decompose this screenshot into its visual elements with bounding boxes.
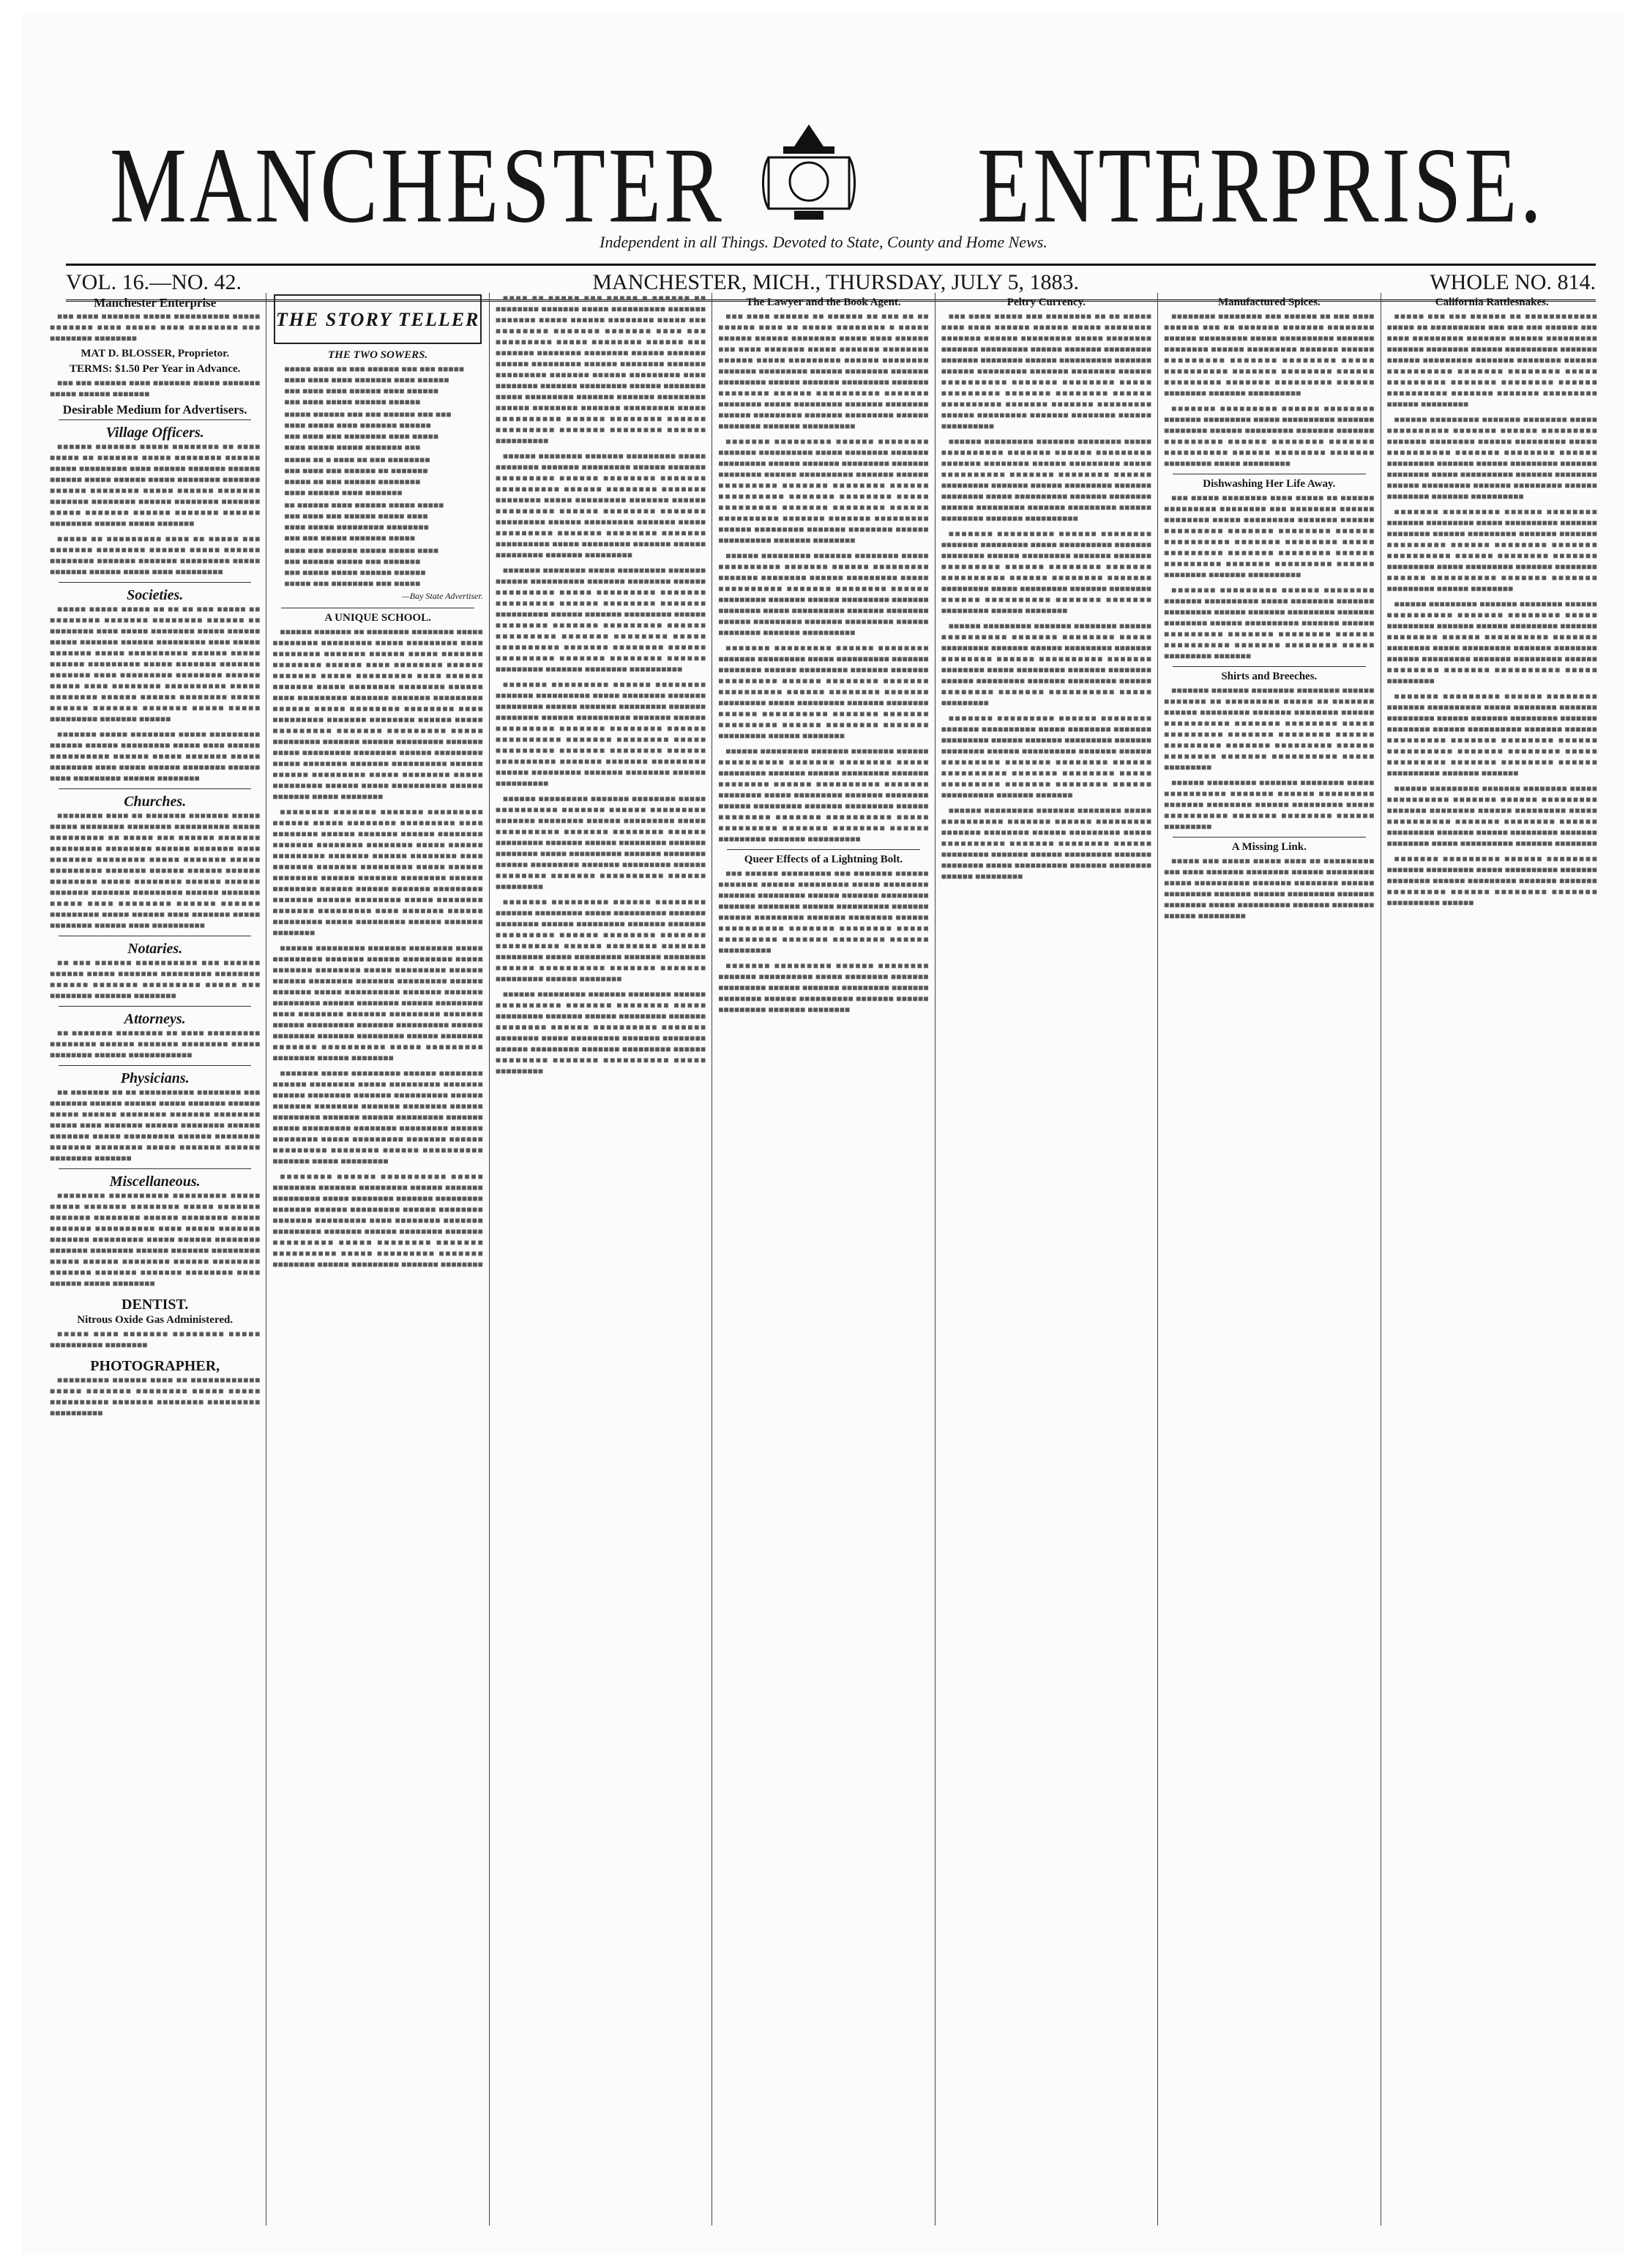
filler-text: ■■■■■■■ ■■■■■■■■ ■■■■■ ■■■■■■■■■ ■■■■■■■ ■■■■■■ ■■■■■■■■■■ ■■■■■■■ ■■■■■■■■ ■■■■■■ ■■■■■■■■■ ■■■■■ ■■■■■■■■■ ■■■■■■■ ■■■■■■■■■ ■■■■■■ ■■■■■■■■ ■■■■■■■ ■■■■■■■■■■ ■■■■■■ ■■■■■■■ ■■■■■■■■■ ■■■■■■ ■■■■■■■■ ■■■■■■■ ■■■■■■■■■ ■■■■■■ ■■■■■■■■■ ■■■■■■■ ■■■■■■■■ ■■■■■ ■■■■■■■■■■ ■■■■■■■ ■■■■■■■■ ■■■■■■ ■■■■■■■■■ ■■■■■■■ ■■■■■■■■ ■■■■■■ ■■■■■■■■■ ■■■■■■■ ■■■■■■■■ ■■■■■■■■■■ [495,565,706,674]
filler-text: ■■■ ■■■■■ ■■■■■■■■ ■■■■ ■■■■■ ■■ ■■■■■■ ■■■■■■■■■ ■■■■■■■■ ■■■ ■■■■■■■■ ■■■■■■ ■■■■■■■■ ■■■■■ ■■■■■■■■■ ■■■■■■■ ■■■■■■ ■■■■■■■■■ ■■■■■■■ ■■■■■■■■ ■■■■■■ ■■■■■■■■■■ ■■■■■■■ ■■■■■■■■ ■■■■■ ■■■■■■■■■ ■■■■■■■ ■■■■■■■■ ■■■■■■ ■■■■■■■■■ ■■■■■■■ ■■■■■■■■■ ■■■■■■ ■■■■■■■■ ■■■■■■■ ■■■■■■■■■■ [1164,493,1375,580]
story-title-unique-school: A UNIQUE SCHOOL. [324,612,431,624]
filler-text: ■■■■■■■■ ■■■■■■■ ■■■■■■■ ■■■■■■■■■ ■■■■■■ ■■■■■ ■■■■■■■■ ■■■■■■■■■ ■■■■ ■■■■■■■■ ■■■■■■ ■■■■■■■ ■■■■■■ ■■■■■■■■ ■■■■■■■ ■■■■■■■■ ■■■■■■■■ ■■■■■ ■■■■■■ ■■■■■■■■■ ■■■■■■■ ■■■■■■ ■■■■■■■■ ■■■■ ■■■■■■■ ■■■■■■■ ■■■■■■■■■ ■■■■■ ■■■■■■ ■■■■■■■■ ■■■■■■ ■■■■■■■ ■■■■■■■■ ■■■■■■ ■■■■■■■■ ■■■■■■ ■■■■■■ ■■■■■■■ ■■■■■■■■■ ■■■■■■■ ■■■■■■ ■■■■■■■■ ■■■■■ ■■■■■■■■ ■■■■■■■ ■■■■■■■■■ ■■■■ ■■■■■■■ ■■■■■■ ■■■■■■■■■ ■■■■■ ■■■■■■■■■ ■■■■■■ ■■■■■■■ ■■■■■■■■ [272,807,483,938]
poem-stanza: ■■■■■ ■■ ■ ■■■■ ■■ ■■■ ■■■■■■■■ ■■■ ■■■■ ■■■ ■■■■■■ ■■ ■■■■■■■ ■■■■■ ■■ ■■■ ■■■■■■ ■■■■■■■■ ■■■■ ■■■■■■ ■■■■ ■■■■■■■ [284,455,430,498]
column-3 [490,293,712,2226]
filler-text: ■■ ■■■■■■■ ■■■■■■■■ ■■ ■■■■ ■■■■■■■■■ ■■■■■■■■ ■■■■■■ ■■■■■■■ ■■■■■■■■ ■■■■■ ■■■■■■■■ ■■■■■■ ■■■■■■■■■■■■ [50,1028,261,1060]
filler-text: ■■■■■■ ■■■■■■■ ■■■■■ ■■■■■■■■ ■■ ■■■■ ■■■■■ ■■ ■■■■■■■ ■■■■■ ■■■■■■■■ ■■■■■■ ■■■■■ ■■■■■■■■■ ■■■■ ■■■■■■ ■■■■■■■ ■■■■■■ ■■■■■■ ■■■■■ ■■■■■■ ■■■■■ ■■■■■■■■ ■■■■■■■ ■■■■■■ ■■■■■■■■ ■■■■■ ■■■■■■ ■■■■■■■ ■■■■■■■ ■■■■■■■■ ■■■■■■ ■■■■■■■■ ■■■■■■■ ■■■■■ ■■■■■■■ ■■■■■■ ■■■■■■■ ■■■■■■ ■■■■■■■■ ■■■■■■ ■■■■■ ■■■■■■■ [50,441,261,529]
filler-text: ■■■■■ ■■■■■ ■■■■■ ■■ ■■ ■■ ■■■ ■■■■■ ■■ ■■■■■■■■ ■■■■■■■ ■■■■■■■■ ■■■■■■ ■■ ■■■■■■■■ ■■■■ ■■■■■ ■■■■■■■■ ■■■■■ ■■■■■■ ■■■■■ ■■■■■■■ ■■■■■■ ■■■■■■■■■ ■■■■ ■■■■■ ■■■■■■■ ■■■■■ ■■■■■■■■■■ ■■■■■■ ■■■■■ ■■■■■■ ■■■■■■■■■ ■■■■■ ■■■■■■■ ■■■■■■■ ■■■■■■■ ■■■■ ■■■■■■■■■ ■■■■■■■■ ■■■■■■ ■■■■■ ■■■■ ■■■■■■■■ ■■■■■■■■■■ ■■■■■ ■■■■■■■■ ■■■■■■ ■■■■■■ ■■■■■■■■ ■■■■■ ■■■■■■ ■■■■■■■ ■■■■■■■ ■■■■■ ■■■■■ ■■■■■■■■■ ■■■■■■■ ■■■■■■ [50,604,261,724]
filler-text: ■■■■■ ■■■■ ■■■■■■■ ■■■■■■■■ ■■■■■ ■■■■■■■■■■ ■■■■■■■■ [50,1329,261,1350]
masthead-title-left: MANCHESTER [110,125,725,245]
column-7 [1381,293,1603,2226]
filler-text: ■■■■■■■ ■■■■■■■■■ ■■■■■■ ■■■■■■■■ ■■■■■■■ ■■■■■■■■■■ ■■■■■ ■■■■■■■■ ■■■■■■■ ■■■■■■■■■ ■■■■■■ ■■■■■■■ ■■■■■■■■■ ■■■■■■■ ■■■■■■■■ ■■■■■■ ■■■■■■■■■■ ■■■■■■■ ■■■■■■ ■■■■■■■■■ ■■■■■■■ ■■■■■■■■ ■■■■■■ ■■■■■■■■■■ ■■■■■■■ ■■■■■■■■ ■■■■■ ■■■■■■■■■ ■■■■■■■ ■■■■■■■■ ■■■■■■ ■■■■■■■■■■ ■■■■■■■ ■■■■■■■ ■■■■■■■■■ ■■■■■■ ■■■■■■■■■ ■■■■■■■ ■■■■■■■■ ■■■■■■ ■■■■■■■■■■ ■■■■■■■ ■■■■■■■■ [718,436,929,545]
poem-attribution: —Bay State Advertiser. [402,591,483,601]
poem-stanza: ■■■■■ ■■■■■■ ■■■ ■■■ ■■■■■■ ■■■ ■■■ ■■■■ ■■■■■ ■■■■ ■■■■■■■ ■■■■■■ ■■■ ■■■■ ■■■ ■■■■■■■■ ■■■■ ■■■■■ ■■■■ ■■■■■ ■■■■■ ■■■■■■■ ■■■ [284,409,452,452]
column-1 [44,293,266,2226]
filler-text: ■■■■■■ ■■■■■■■■■ ■■■■■■■ ■■■■■■■■ ■■■■■ ■■■■■■■■■■ ■■■■■■■ ■■■■■■ ■■■■■■■■■ ■■■■■■■ ■■■■■■■■ ■■■■■■ ■■■■■■■■■ ■■■■■ ■■■■■■■■■■ ■■■■■■■ ■■■■■■■■ ■■■■■■ ■■■■■■■■■ [1164,777,1375,832]
filler-text: ■■■■■■■ ■■■■■ ■■■■■■■■ ■■■■■ ■■■■■■■■■ ■■■■■■ ■■■■■■ ■■■■■■■■■ ■■■■■ ■■■■ ■■■■■■ ■■■■■■■■■■ ■■■■■■ ■■■■■ ■■■■■■■ ■■■■■ ■■■■■■■■ ■■■■ ■■■■■ ■■■■■■ ■■■■■■■■ ■■■■■■ ■■■■ ■■■■■■■■■ ■■■■■■ ■■■■■■■■ [50,729,261,783]
filler-text: ■■■■■■■ ■■■■■■■ ■■■■■■■■ ■■■■■■■■ ■■■■■■ ■■■■■■■ ■■ ■■■■■■■■■ ■■■■■ ■■ ■■■■■■■ ■■■■■■ ■■■■■■■■■ ■■■■■■■ ■■■■■■■■ ■■■■■■ ■■■■■■■■■■ ■■■■■■■ ■■■■■■■■ ■■■■■ ■■■■■■■■■ ■■■■■■■ ■■■■■■■■ ■■■■■■ ■■■■■■■■■ ■■■■■■■ ■■■■■■■■■ ■■■■■■ ■■■■■■■■ ■■■■■■■ ■■■■■■■■■■ ■■■■■ ■■■■■■■■■ [1164,685,1375,772]
filler-text: ■■■■■■ ■■■■■■■■■ ■■■■■■■ ■■■■■■■■ ■■■■■ ■■■■■■■■■■ ■■■■■■■ ■■■■■■ ■■■■■■■■■ ■■■■■■■ ■■■■■■■■ ■■■■■■ ■■■■■■■■■ ■■■■■ ■■■■■■■■■■ ■■■■■■■ ■■■■■■■■ ■■■■■■ ■■■■■■■■■ ■■■■■■■ ■■■■■■ ■■■■■■■■■ ■■■■■■■ ■■■■■■■■ ■■■■■ ■■■■■■■■■■ ■■■■■■■ ■■■■■■■■ ■■■■■■ ■■■■■■■■■ ■■■■■■■ ■■■■■■■■■ ■■■■■■ ■■■■■■■■ ■■■■■■■ ■■■■■■■■■■ ■■■■■■ ■■■■■■■■■ [495,794,706,892]
columns [44,293,1603,2226]
issue-date: MANCHESTER, MICH., THURSDAY, JULY 5, 1883. [592,270,1079,294]
heading-dishwashing: Dishwashing Her Life Away. [1203,478,1336,490]
heading-notaries: Notaries. [127,941,183,957]
filler-text: ■■■■■■ ■■■■■■■■■ ■■■■■■■ ■■■■■■■■ ■■■■■■ ■■■■■■■■■■ ■■■■■■■ ■■■■■■■■ ■■■■■ ■■■■■■■■■ ■■■■■■■ ■■■■■■ ■■■■■■■■■ ■■■■■■■ ■■■■■■■■ ■■■■■■ ■■■■■■■■■■ ■■■■■■■ ■■■■■■■■ ■■■■■ ■■■■■■■■■ ■■■■■■■ ■■■■■■■■ ■■■■■■ ■■■■■■■■■ ■■■■■■■ ■■■■■■■■■ ■■■■■■ ■■■■■■■■ ■■■■■■■ ■■■■■■■■■■ ■■■■■ ■■■■■■■■■ [1386,599,1597,686]
heading-attorneys: Attorneys. [124,1011,186,1027]
filler-text: ■■■■■■ ■■■■■■■■■ ■■■■■■■ ■■■■■■■■ ■■■■■■ ■■■■■■■■■■ ■■■■■■■ ■■■■■■■■ ■■■■■ ■■■■■■■■■ ■■■■■■■ ■■■■■■ ■■■■■■■■■ ■■■■■■■ ■■■■■■■■ ■■■■■■ ■■■■■■■■■■ ■■■■■■■ ■■■■■■■■ ■■■■■ ■■■■■■■■■ ■■■■■■■ ■■■■■■■■ ■■■■■■ ■■■■■■■■■ ■■■■■■■ ■■■■■■■■■ ■■■■■■ ■■■■■■■■ ■■■■■■■ ■■■■■■■■■■ ■■■■■ ■■■■■■■■■ ■■■■■■■ ■■■■■■■■ ■■■■■■ ■■■■■■■■■ ■■■■■■■ ■■■■■■■■■■ [718,746,929,844]
masthead-title-right: ENTERPRISE. [977,125,1545,245]
filler-text: ■■■■■■ ■■■■■■■■■ ■■■■■■■ ■■■■■■■■ ■■■■■ ■■■■■■■■■■ ■■■■■■■ ■■■■■■ ■■■■■■■■■ ■■■■■■■ ■■■■■■■■ ■■■■■■ ■■■■■■■■■ ■■■■■ ■■■■■■■■■■ ■■■■■■■ ■■■■■■■■ ■■■■■■ ■■■■■■■■■ ■■■■■■■ ■■■■■■ ■■■■■■■■■ ■■■■■■■ ■■■■■■■■ ■■■■■ ■■■■■■■■■■ ■■■■■■■ ■■■■■■■■ [1386,783,1597,848]
filler-text: ■■■ ■■■■ ■■■■■ ■■■ ■■■■■■■■ ■■ ■■ ■■■■■ ■■■■ ■■■■ ■■■■■■ ■■■■■■ ■■■■■ ■■■■■■■■ ■■■■■■■ ■■■■■■ ■■■■■■■■■ ■■■■■ ■■■■■■■■ ■■■■■■■ ■■■■■■■■■ ■■■■■■ ■■■■■■■ ■■■■■■■■■ ■■■■■■■ ■■■■■■■■ ■■■■■■ ■■■■■■■■■■ ■■■■■■■ ■■■■■■ ■■■■■■■■■ ■■■■■■■ ■■■■■■■■ ■■■■■■ ■■■■■■■■■■ ■■■■■■■ ■■■■■■■■ ■■■■■ ■■■■■■■■■ ■■■■■■■ ■■■■■■■■ ■■■■■■ ■■■■■■■■■■ ■■■■■■■ ■■■■■■■ ■■■■■■■■■ ■■■■■■ ■■■■■■■■■ ■■■■■■■ ■■■■■■■■ ■■■■■■ ■■■■■■■■■■ [941,311,1152,431]
column-2 [266,293,489,2226]
filler-text: ■■■■■■ ■■■■■■■■■ ■■■■■■■ ■■■■■■■■ ■■■■■■ ■■■■■■■■■■ ■■■■■■■ ■■■■■■■■ ■■■■■ ■■■■■■■■■ ■■■■■■■ ■■■■■■ ■■■■■■■■■ ■■■■■■■ ■■■■■■■■ ■■■■■■ ■■■■■■■■■■ ■■■■■■■ ■■■■■■■■ ■■■■■ ■■■■■■■■■ ■■■■■■■ ■■■■■■■■ ■■■■■■ ■■■■■■■■■ ■■■■■■■ ■■■■■■■■■ ■■■■■■ ■■■■■■■■ ■■■■■■■ ■■■■■■■■■■ ■■■■■ ■■■■■■■■■ [941,621,1152,708]
column-6 [1158,293,1381,2226]
filler-text: ■■■■■ ■■■ ■■■ ■■■■■■ ■■ ■■■■■■■■■■■■ ■■■■■ ■■ ■■■■■■■■■■ ■■■ ■■■ ■■■ ■■■■■■ ■■■ ■■■■ ■■■■■■■■■ ■■■■■■■ ■■■■■■ ■■■■■■■■■ ■■■■■■■ ■■■■■■■■ ■■■■■■ ■■■■■■■■■■ ■■■■■■■ ■■■■■■ ■■■■■■■■■ ■■■■■■■ ■■■■■■■■ ■■■■■■ ■■■■■■■■■■ ■■■■■■■ ■■■■■■■■ ■■■■■ ■■■■■■■■■ ■■■■■■■ ■■■■■■■■ ■■■■■■ ■■■■■■■■■■ ■■■■■■■ ■■■■■■■ ■■■■■■■■■ ■■■■■■ ■■■■■■■■■ [1386,311,1597,409]
filler-text: ■■ ■■■ ■■■■■■ ■■■■■■■■■■ ■■■ ■■■■■■ ■■■■■■ ■■■■■ ■■■■■■■ ■■■■■■■■■ ■■■■■■■■ ■■■■■■ ■■■■■■■ ■■■■■■■■■ ■■■■■ ■■■ ■■■■■■■■ ■■■■■■■ ■■■■■■■■ [50,958,261,1001]
divider [727,849,919,850]
filler-text: ■■■■■■■ ■■■■■■■■■ ■■■■■■ ■■■■■■■■ ■■■■■■■ ■■■■■■■■■ ■■■■■ ■■■■■■■■■■ ■■■■■■■ ■■■■■■■■ ■■■■■■ ■■■■■■■■■ ■■■■■■■ ■■■■■■■ ■■■■■■■■■ ■■■■■■ ■■■■■■■■ ■■■■■■■ ■■■■■■■■■■ ■■■■■■ ■■■■■■■■ ■■■■■■■ ■■■■■■■■■ ■■■■■ ■■■■■■■■■ ■■■■■■■ ■■■■■■■■ ■■■■■■ ■■■■■■■■■■ ■■■■■■■ ■■■■■■■ ■■■■■■■■■ ■■■■■■ ■■■■■■■■ [495,897,706,984]
filler-text: ■■■ ■■■■ ■■■■■■ ■■ ■■■■■■ ■■ ■■■ ■■ ■■ ■■■■■■ ■■■■ ■■ ■■■■■ ■■■■■■■■ ■ ■■■■■ ■■■■■■ ■■■■■■ ■■■■■■■■ ■■■■■ ■■■■ ■■■■■■ ■■■ ■■■■ ■■■■■■■ ■■■■■ ■■■■■■■ ■■■■■■■■ ■■■■■■ ■■■■■ ■■■■■■■■■ ■■■■■■ ■■■■■■■■ ■■■■■■■ ■■■■■■■■■ ■■■■■■ ■■■■■■■■ ■■■■■■■ ■■■■■■■■■ ■■■■■■ ■■■■■■■ ■■■■■■■■■ ■■■■■■■ ■■■■■■■■ ■■■■■■ ■■■■■■■■■■ ■■■■■■■ ■■■■■■■■ ■■■■■ ■■■■■■■■■ ■■■■■■■ ■■■■■■■■ ■■■■■■ ■■■■■■■■■ ■■■■■■■ ■■■■■■■■■ ■■■■■■ ■■■■■■■■ ■■■■■■■ ■■■■■■■■■■ [718,311,929,431]
heading-california-rattlesnakes: California Rattlesnakes. [1435,296,1549,308]
heading-shirts-breeches: Shirts and Breeches. [1221,671,1318,682]
filler-text: ■■■■■■■ ■■■■■ ■■■■■■■■■ ■■■■■■ ■■■■■■■■ ■■■■■■ ■■■■■■■■ ■■■■■ ■■■■■■■■■ ■■■■■■■ ■■■■■■ ■■■■■■■■ ■■■■■■■ ■■■■■■■■■■ ■■■■■■ ■■■■■■■ ■■■■■■■■ ■■■■■■■ ■■■■■■■■ ■■■■■■ ■■■■■■■■■ ■■■■■■■ ■■■■■■ ■■■■■■■■■ ■■■■■■■ ■■■■■ ■■■■■■■■■ ■■■■■■■■ ■■■■■■■■■ ■■■■■■ ■■■■■■■■ ■■■■■ ■■■■■■■■■ ■■■■■■■ ■■■■■■ ■■■■■■■■■ ■■■■■■■■ ■■■■■■ ■■■■■■■■■■ ■■■■■■■ ■■■■■ ■■■■■■■■■ [272,1068,483,1166]
filler-text: ■■■■■■■ ■■■■■■■■■ ■■■■■■ ■■■■■■■■ ■■■■■■■ ■■■■■■■■■■ ■■■■■ ■■■■■■■■ ■■■■■■■ ■■■■■■■■■ ■■■■■■ ■■■■■■■ ■■■■■■■■■ ■■■■■■■ ■■■■■■■■ ■■■■■■ ■■■■■■■■■■ ■■■■■■■ ■■■■■■ ■■■■■■■■■ ■■■■■■■ ■■■■■■■■ [718,960,929,1015]
filler-text: ■■■■■■■■■ ■■■■■■ ■■■■ ■■ ■■■■■■■■■■■■ ■■■■■ ■■■■■■■ ■■■■■■■■ ■■■■■ ■■■■■ ■■■■■■■■■■ ■■■■■■■ ■■■■■■■■ ■■■■■■■■■ ■■■■■■■■■■ [50,1375,261,1418]
poem-stanza: ■■■■■ ■■■■ ■■ ■■■ ■■■■■■ ■■■ ■■■ ■■■■■ ■■■■ ■■■■ ■■■■ ■■■■■■■ ■■■■ ■■■■■■ ■■■ ■■■■ ■■■■ ■■■■■■ ■■■■ ■■■■■■ ■■■ ■■■■ ■■■■■ ■■■■■■ ■■■■■■ [284,364,465,407]
paper-name: Manchester Enterprise [94,296,217,310]
state-seal-emblem [754,117,864,227]
heading-peltry-currency: Peltry Currency. [1006,296,1086,308]
whole-number: WHOLE NO. 814. [1430,270,1596,294]
filler-text: ■■■ ■■■ ■■■■■■ ■■■■ ■■■■■■■ ■■■■■ ■■■■■■■ ■■■■■ ■■■■■■ ■■■■■■■ [50,378,261,399]
filler-text: ■■■■■■■ ■■■■■■■■■ ■■■■■■ ■■■■■■■■ ■■■■■■■ ■■■■■■■■■ ■■■■■ ■■■■■■■■■■ ■■■■■■■ ■■■■■■■■ ■■■■■■ ■■■■■■■■■ ■■■■■■■ ■■■■■■■ ■■■■■■■■■ ■■■■■■ ■■■■■■■■ ■■■■■■■ ■■■■■■■■■■ ■■■■■■ ■■■■■■■■ ■■■■■■■ ■■■■■■■■■ ■■■■■ ■■■■■■■■■ [1164,403,1375,469]
dentist-heading: DENTIST. [122,1297,189,1313]
heading-lightning-bolt: Queer Effects of a Lightning Bolt. [744,854,903,865]
filler-text: ■■■ ■■■■ ■■■■■■■ ■■■■■ ■■■■■■■■■■ ■■■■■ ■■■■■■■ ■■■■ ■■■■■ ■■■■ ■■■■■■■■ ■■■ ■■■■■■■■ ■■■■■■■■ [50,311,261,343]
divider [59,1065,251,1066]
filler-text: ■■■■■■■■ ■■■■■■■■■■ ■■■■■■■■■ ■■■■■ ■■■■■ ■■■■■■■ ■■■■■■■■ ■■■■■ ■■■■■■■ ■■■■■■■ ■■■■■■■■ ■■■■■■ ■■■■■■■■ ■■■■■ ■■■■■■■ ■■■■■■■■■■ ■■■■ ■■■■■ ■■■■■■■ ■■■■■■■ ■■■■■■■■■ ■■■■■ ■■■■■■ ■■■■■■■■ ■■■■■■■ ■■■■■■■■ ■■■■■■ ■■■■■■■ ■■■■■■■■■ ■■■■■ ■■■■■■ ■■■■■■■■ ■■■■■■ ■■■■■■■■ ■■■■■■■ ■■■■■■■ ■■■■■■■ ■■■■■■■■ ■■■■ ■■■■■■ ■■■■■ ■■■■■■■■ [50,1190,261,1288]
filler-text: ■■■■■■ ■■■■■■■■■ ■■■■■■■ ■■■■■■■■ ■■■■■ ■■■■■■■■■■ ■■■■■■■ ■■■■■■ ■■■■■■■■■ ■■■■■■■ ■■■■■■■■ ■■■■■■ ■■■■■■■■■ ■■■■■ ■■■■■■■■■■ ■■■■■■■ ■■■■■■■■ ■■■■■■ ■■■■■■■■■ ■■■■■■■ ■■■■■■ ■■■■■■■■■ ■■■■■■■ ■■■■■■■■ ■■■■■ ■■■■■■■■■■ ■■■■■■■ ■■■■■■■■ ■■■■■■ ■■■■■■■■■ ■■■■■■■ ■■■■■■■■■ ■■■■■■ ■■■■■■■■ ■■■■■■■ ■■■■■■■■■■ [718,551,929,638]
filler-text: ■■■■■■■ ■■■■■■■■■ ■■■■■■ ■■■■■■■■ ■■■■■■■ ■■■■■■■■■ ■■■■■ ■■■■■■■■■■ ■■■■■■■ ■■■■■■■■ ■■■■■■ ■■■■■■■■■ ■■■■■■■ ■■■■■■■ ■■■■■■■■■ ■■■■■■ ■■■■■■■■ ■■■■■■■ ■■■■■■■■■■ ■■■■■■ ■■■■■■■■ ■■■■■■■ ■■■■■■■■■ ■■■■■ ■■■■■■■■■ ■■■■■■■ ■■■■■■■■ ■■■■■■ ■■■■■■■■■■ ■■■■■■■ ■■■■■■■ ■■■■■■■■■ ■■■■■■ ■■■■■■■■ ■■■■■■■ ■■■■■■■■■ ■■■■■■ ■■■■■■■■ [718,643,929,741]
heading-manufactured-spices: Manufactured Spices. [1217,296,1321,308]
filler-text: ■■■■■■ ■■■■■■■■■ ■■■■■■■ ■■■■■■■■ ■■■■■ ■■■■■■■■■■ ■■■■■■■ ■■■■■■ ■■■■■■■■■ ■■■■■■■ ■■■■■■■■ ■■■■■■ ■■■■■■■■■ ■■■■■ ■■■■■■■■■■ ■■■■■■■ ■■■■■■■■ ■■■■■■ ■■■■■■■■■ ■■■■■■■ ■■■■■■ ■■■■■■■■■ ■■■■■■■ ■■■■■■■■ ■■■■■ ■■■■■■■■■■ ■■■■■■■ ■■■■■■■■ ■■■■■■ ■■■■■■■■■ ■■■■■■■ ■■■■■■■■■ ■■■■■■ ■■■■■■■■ ■■■■■■■ ■■■■■■■■■■ [941,436,1152,523]
heading-lawyer-book-agent: The Lawyer and the Book Agent. [746,296,901,308]
divider [59,788,251,789]
filler-text: ■■■■■ ■■■ ■■■■■ ■■■■■ ■■■■ ■■ ■■■■■■■■■ ■■■ ■■■■ ■■■■■■■ ■■■■■■■■ ■■■■■■ ■■■■■■■■■ ■■■■■ ■■■■■■■■■■ ■■■■■■■ ■■■■■■■■ ■■■■■■ ■■■■■■■■■ ■■■■■■■ ■■■■■■ ■■■■■■■■■ ■■■■■■■ ■■■■■■■■ ■■■■■ ■■■■■■■■■■ ■■■■■■■ ■■■■■■■■ ■■■■■■ ■■■■■■■■■ [1164,856,1375,921]
filler-text: ■■■■■■ ■■■■■■■■■ ■■■■■■■ ■■■■■■■■ ■■■■■ ■■■■■■■■■■ ■■■■■■■ ■■■■■■ ■■■■■■■■■ ■■■■■■■ ■■■■■■■■ ■■■■■■ ■■■■■■■■■ ■■■■■ ■■■■■■■■■■ ■■■■■■■ ■■■■■■■■ ■■■■■■ ■■■■■■■■■ ■■■■■■■ ■■■■■■ ■■■■■■■■■ ■■■■■■■ ■■■■■■■■ ■■■■■ ■■■■■■■■■■ ■■■■■■■ ■■■■■■■■ ■■■■■■ ■■■■■■■■■ [941,805,1152,881]
heading-physicians: Physicians. [120,1070,190,1086]
column-5 [935,293,1158,2226]
publisher-line: MAT D. BLOSSER, Proprietor. [81,348,230,359]
filler-text: ■■■■■■■ ■■■■■■■■■ ■■■■■■ ■■■■■■■■ ■■■■■■■ ■■■■■■■■■■ ■■■■■ ■■■■■■■■ ■■■■■■■ ■■■■■■■■■ ■■■■■■ ■■■■■■■ ■■■■■■■■■ ■■■■■■■ ■■■■■■■■ ■■■■■■ ■■■■■■■■■■ ■■■■■■■ ■■■■■■ ■■■■■■■■■ ■■■■■■■ ■■■■■■■■ ■■■■■■ ■■■■■■■■■■ ■■■■■■■ ■■■■■■■■ ■■■■■ ■■■■■■■■■ ■■■■■■■ [1164,585,1375,661]
column-4 [712,293,935,2226]
filler-text: ■■■■■■■ ■■■■■■■■■ ■■■■■■ ■■■■■■■■ ■■■■■■■ ■■■■■■■■■ ■■■■■ ■■■■■■■■■■ ■■■■■■■ ■■■■■■■■ ■■■■■■ ■■■■■■■■■ ■■■■■■■ ■■■■■■■ ■■■■■■■■■ ■■■■■■ ■■■■■■■■ ■■■■■■■ ■■■■■■■■■■ ■■■■■■ [1386,854,1597,908]
heading-societies: Societies. [127,587,184,603]
filler-text: ■■■■■■ ■■■■■■■ ■■ ■■■■■■■■ ■■■■■■■■ ■■■■■ ■■■■■■■■ ■■■■■■■■■ ■■■■■ ■■■■■■■■■ ■■■■ ■■■■■■■■ ■■■■■■■ ■■■■■■ ■■■■■ ■■■■■■■ ■■■■■■■■ ■■■■■■ ■■■■ ■■■■■■■■ ■■■■■■ ■■■■■■■ ■■■■■ ■■■■■■■■■ ■■■■ ■■■■■■ ■■■■■■■ ■■■■■ ■■■■■■■■ ■■■■■■■■ ■■■■■■ ■■■■ ■■■■■■■■■ ■■■■■■■ ■■■■■■■ ■■■■■■■■■ ■■■■■■ ■■■■■ ■■■■■■■■ ■■■■■■■■ ■■■■ ■■■■■■■■■ ■■■■■■■ ■■■■■■■■ ■■■■■■ ■■■■■ ■■■■■■■■■ ■■■■■■■ ■■■■■■■■■ ■■■■■ ■■■■■■■■■ ■■■■■■■ ■■■■■■ ■■■■■■■■■ ■■■■■■■ ■■■■■ ■■■■■■■■■ ■■■■■■■■ ■■■■■■ ■■■■■■■■■ ■■■■■ ■■■■■■■■ ■■■■■■■ ■■■■■■■■■■ ■■■■■■ ■■■■■■ ■■■■■■■■■ ■■■■■ ■■■■■■■■ ■■■■■ ■■■■■■■■■ ■■■■■■ ■■■■■ ■■■■■■■■■■ ■■■■■■ ■■■■■■■ ■■■■■ ■■■■■■■■ [272,627,483,802]
advertisers-line: Desirable Medium for Advertisers. [62,403,247,417]
filler-text: ■■■■■■■ ■■■■■■■■■ ■■■■■■ ■■■■■■■■ ■■■■■■■ ■■■■■■■■■ ■■■■■ ■■■■■■■■■■ ■■■■■■■ ■■■■■■■■ ■■■■■■ ■■■■■■■■■ ■■■■■■■ ■■■■■■■ ■■■■■■■■■ ■■■■■■ ■■■■■■■■ ■■■■■■■ ■■■■■■■■■■ ■■■■■■ ■■■■■■■■ ■■■■■■■ ■■■■■■■■■ ■■■■■ ■■■■■■■■■ ■■■■■■■ ■■■■■■■■ ■■■■■■ ■■■■■■■■■■ ■■■■■■■ ■■■■■■■ ■■■■■■■■■ ■■■■■■ ■■■■■■■■ [1386,507,1597,594]
filler-text: ■■■■■■■■ ■■■■■■■■ ■■■ ■■■■■■ ■■ ■■■ ■■■■ ■■■■■■ ■■■ ■■ ■■■■■■■ ■■■■■■■ ■■■■■■■■ ■■■■■■ ■■■■■■■■■ ■■■■■ ■■■■■■■■■■ ■■■■■■■ ■■■■■■■■ ■■■■■■ ■■■■■■■■■ ■■■■■■■ ■■■■■■ ■■■■■■■■■ ■■■■■■■ ■■■■■■■■ ■■■■■ ■■■■■■■■■■ ■■■■■■■ ■■■■■■■■ ■■■■■■ ■■■■■■■■■ ■■■■■■■ ■■■■■■■■■ ■■■■■■ ■■■■■■■■ ■■■■■■■ ■■■■■■■■■■ [1164,311,1375,398]
heading-miscellaneous: Miscellaneous. [109,1174,201,1190]
filler-text: ■■■■ ■■ ■■■■■ ■■■ ■■■■■ ■ ■■■■■■ ■■ ■■■■■■■■ ■■■■■■■ ■■■■■ ■■■■■■■■■■ ■■■■■■■ ■■■■■■■ ■■■■■ ■■■■■■ ■■■■■■■■ ■■■■■ ■■■ ■■■■■■■■ ■■■■■■■ ■■■■■■■ ■■■■ ■■■ ■■■■■■■■■ ■■■■■ ■■■■■■■■ ■■■■■■ ■■■ ■■■■■■■ ■■■■■■■■ ■■■■■■■■ ■■■■■■ ■■■■■■■ ■■■■■■ ■■■■■■■■■ ■■■■■■ ■■■■■■■■ ■■■■■■■ ■■■■■■■■■ ■■■■■■■ ■■■■■■ ■■■■■■■■■ ■■■■ ■■■■■■■■ ■■■■■■■ ■■■■■■■■■ ■■■■■■ ■■■■■■■■ ■■■■■ ■■■■■■■■■ ■■■■■■■ ■■■■■■■ ■■■■■■■■■ ■■■■■■ ■■■■■■■■ ■■■■■■■ ■■■■■■■■■ ■■■■■ ■■■■■■■■■■ ■■■■■■ ■■■■■■■■ ■■■■■■ ■■■■■■■■■ ■■■■■■■ ■■■■■■■■ ■■■■■■ ■■■■■■■■■■ [495,293,706,446]
photographer-heading: PHOTOGRAPHER, [90,1358,220,1374]
filler-text: ■■■■■ ■■ ■■■■■■■■■ ■■■■ ■■ ■■■■■ ■■■ ■■■■■■■ ■■■■■■■■ ■■■■■■ ■■■■■ ■■■■■■ ■■■■■■■■ ■■■■■■■ ■■■■■■■ ■■■■■■■■■ ■■■■■ ■■■■■■■ ■■■■■■ ■■■■■ ■■■■ ■■■■■■■■■ [50,534,261,577]
filler-text: ■■■■■■ ■■■■■■■■■ ■■■■■■■ ■■■■■■■■ ■■■■■ ■■■■■■■■■■ ■■■■■■■ ■■■■■■ ■■■■■■■■■ ■■■■■■■ ■■■■■■■■ ■■■■■■ ■■■■■■■■■ ■■■■■ ■■■■■■■■■■ ■■■■■■■ ■■■■■■■■ ■■■■■■ ■■■■■■■■■ ■■■■■■■ ■■■■■■ ■■■■■■■■■ ■■■■■■■ ■■■■■■■■ ■■■■■ ■■■■■■■■■■ ■■■■■■■ ■■■■■■■■ ■■■■■■ ■■■■■■■■■ ■■■■■■■ ■■■■■■■■■ ■■■■■■ ■■■■■■■■ ■■■■■■■ ■■■■■■■■■■ [1386,414,1597,501]
heading-missing-link: A Missing Link. [1231,841,1307,853]
filler-text: ■■■■■■■ ■■■■■■■■■ ■■■■■■ ■■■■■■■■ ■■■■■■■ ■■■■■■■■■■ ■■■■■ ■■■■■■■■ ■■■■■■■ ■■■■■■■■■ ■■■■■■ ■■■■■■■ ■■■■■■■■■ ■■■■■■■ ■■■■■■■■ ■■■■■■ ■■■■■■■■■■ ■■■■■■■ ■■■■■■ ■■■■■■■■■ ■■■■■■■ ■■■■■■■■ ■■■■■■ ■■■■■■■■■■ ■■■■■■■ ■■■■■■■■ ■■■■■ ■■■■■■■■■ ■■■■■■■ ■■■■■■■■ ■■■■■■ ■■■■■■■■■■ ■■■■■■■ ■■■■■■■ [1386,691,1597,778]
divider [59,1006,251,1007]
dentist-gas-line: Nitrous Oxide Gas Administered. [77,1314,234,1326]
masthead-tagline: Independent in all Things. Devoted to State, County and Home News. [600,233,1047,251]
filler-text: ■■■■■■ ■■■■■■■■■ ■■■■■■■ ■■■■■■■■ ■■■■■■ ■■■■■■■■■■ ■■■■■■■ ■■■■■■■■ ■■■■■ ■■■■■■■■■ ■■■■■■■ ■■■■■■ ■■■■■■■■■ ■■■■■■■ ■■■■■■■■ ■■■■■■ ■■■■■■■■■■ ■■■■■■■ ■■■■■■■■ ■■■■■ ■■■■■■■■■ ■■■■■■■ ■■■■■■■■ ■■■■■■ ■■■■■■■■■ ■■■■■■■ ■■■■■■■■■ ■■■■■■ ■■■■■■■■ ■■■■■■■ ■■■■■■■■■■ ■■■■■ ■■■■■■■■■ [495,989,706,1076]
divider [59,1168,251,1169]
filler-text: ■■■■■■ ■■■■■■■■■ ■■■■■■■ ■■■■■■■■ ■■■■■ ■■■■■■■■■ ■■■■■■■ ■■■■■■ ■■■■■■■■■ ■■■■■ ■■■■■■■ ■■■■■■■■ ■■■■■ ■■■■■■■■■ ■■■■■■ ■■■■■■ ■■■■■■■■ ■■■■■■■ ■■■■■■■■■ ■■■■■■ ■■■■■■■ ■■■■■ ■■■■■■■■■■ ■■■■■■■ ■■■■■■■ ■■■■■■■■■ ■■■■■■ ■■■■■■■■ ■■■■■■ ■■■■■■■■■ ■■■■ ■■■■■■■■ ■■■■■■■ ■■■■■■■■■ ■■■■■■■ ■■■■■■ ■■■■■■■■■ ■■■■■■■ ■■■■■■■■■■ ■■■■■■ ■■■■■■■■ ■■■■■■■ ■■■■■■■■■ ■■■■■■ ■■■■■■■■ ■■■■■■■ ■■■■■■■■■■ ■■■■■ ■■■■■■■■■ ■■■■■■■■ ■■■■■■ ■■■■■■■■ [272,943,483,1063]
filler-text: ■■■ ■■■■■■ ■■■■■■■■■ ■■■ ■■■■■■■ ■■■■■■ ■■■■■■■ ■■■■■■ ■■■■■■■■■ ■■■■■ ■■■■■■■■ ■■■■■■■ ■■■■■■■■■ ■■■■■■ ■■■■■■■ ■■■■■■■■■ ■■■■■■■ ■■■■■■■■ ■■■■■■ ■■■■■■■■■■ ■■■■■■■ ■■■■■■ ■■■■■■■■■ ■■■■■■■ ■■■■■■■■ ■■■■■■ ■■■■■■■■■■ ■■■■■■■ ■■■■■■■■ ■■■■■ ■■■■■■■■■ ■■■■■■■ ■■■■■■■■ ■■■■■■ ■■■■■■■■■■ [718,868,929,955]
divider [1173,666,1365,667]
heading-churches: Churches. [124,794,187,810]
filler-text: ■■■■■■■ ■■■■■■■■■ ■■■■■■ ■■■■■■■■ ■■■■■■■ ■■■■■■■■■■ ■■■■■ ■■■■■■■■ ■■■■■■■ ■■■■■■■■■ ■■■■■■ ■■■■■■■ ■■■■■■■■■ ■■■■■■■ ■■■■■■■■ ■■■■■■ ■■■■■■■■■■ ■■■■■■■ ■■■■■■ ■■■■■■■■■ ■■■■■■■ ■■■■■■■■ ■■■■■■ ■■■■■■■■■■ ■■■■■■■ ■■■■■■■■ ■■■■■ ■■■■■■■■■ ■■■■■■■ ■■■■■■■■ ■■■■■■ ■■■■■■■■■■ ■■■■■■■ ■■■■■■■ ■■■■■■■■■ ■■■■■■ ■■■■■■■■■ ■■■■■■■ ■■■■■■■■ ■■■■■■ ■■■■■■■■■■ [495,679,706,788]
poem-stanza: ■■ ■■■■■■ ■■■■ ■■■■■■ ■■■■■ ■■■■■ ■■■ ■■■■ ■■■ ■■■■■■ ■■■■■ ■■■■ ■■■■ ■■■■■ ■■■■■■■■■ ■■■■■■■■ ■■■ ■■■ ■■■■■ ■■■■■■■ ■■■■■ [284,500,444,543]
filler-text: ■■■■■■■■ ■■■■■■ ■■■■■■■■■■ ■■■■■ ■■■■■■■■ ■■■■■■■ ■■■■■■■■■ ■■■■■■ ■■■■■■■ ■■■■■■■■■ ■■■■■ ■■■■■■■■ ■■■■■■■ ■■■■■■■■■ ■■■■■■■ ■■■■■■ ■■■■■■■■■ ■■■■■■ ■■■■■■■■ ■■■■■■■ ■■■■■■■■■ ■■■■ ■■■■■■■■ ■■■■■■■ ■■■■■■■■■ ■■■■■■■ ■■■■■■ ■■■■■■■■ ■■■■■■■ ■■■■■■■■■ ■■■■■ ■■■■■■■■ ■■■■■■■ ■■■■■■■■■■ ■■■■■ ■■■■■■■■■ ■■■■■■■ ■■■■■■■■ ■■■■■■ ■■■■■■■■■ ■■■■■■■ ■■■■■■■■ [272,1171,483,1269]
filler-text: ■■■■■■■ ■■■■■■■■■ ■■■■■■ ■■■■■■■■ ■■■■■■■ ■■■■■■■■■■ ■■■■■ ■■■■■■■■ ■■■■■■■ ■■■■■■■■■ ■■■■■■ ■■■■■■■ ■■■■■■■■■ ■■■■■■■ ■■■■■■■■ ■■■■■■ ■■■■■■■■■■ ■■■■■■■ ■■■■■■ ■■■■■■■■■ ■■■■■■■ ■■■■■■■■ ■■■■■■ ■■■■■■■■■■ ■■■■■■■ ■■■■■■■■ ■■■■■ ■■■■■■■■■ ■■■■■■■ ■■■■■■■■ ■■■■■■ ■■■■■■■■■■ ■■■■■■■ ■■■■■■■ [941,713,1152,800]
poem-stanza: ■■■■ ■■■ ■■■■■■ ■■■■■ ■■■■■ ■■■■ ■■■ ■■■■■■ ■■■■■ ■■■ ■■■■■■■ ■■■ ■■■■■ ■■■■■ ■■■■■■ ■■■■■■ ■■■■■ ■■■ ■■■■■■■■ ■■■ ■■■■■ [284,545,439,589]
heading-village-officers: Village Officers. [105,425,204,441]
divider [59,419,251,420]
terms-line: TERMS: $1.50 Per Year in Advance. [69,363,241,375]
filler-text: ■■ ■■■■■■■ ■■ ■■ ■■■■■■■■■■ ■■■■■■■■ ■■■ ■■■■■■■ ■■■■■■ ■■■■■■ ■■■■■ ■■■■■■■ ■■■■■■ ■■■■■ ■■■■■■ ■■■■■■■■ ■■■■■■■ ■■■■■■■■ ■■■■■ ■■■■ ■■■■■■■ ■■■■■■ ■■■■■■■■ ■■■■■■ ■■■■■■■ ■■■■■ ■■■■■■■■■ ■■■■■■ ■■■■■■■■ ■■■■■■■ ■■■■■■■■ ■■■■■ ■■■■■■■ ■■■■■■ ■■■■■■■■ ■■■■■■■ [50,1087,261,1163]
volume-number: VOL. 16.—NO. 42. [66,270,242,294]
filler-text: ■■■■■■ ■■■■■■■■ ■■■■■■■ ■■■■■■■■■ ■■■■■ ■■■■■■■■ ■■■■■■■ ■■■■■■■■■ ■■■■■■ ■■■■■■■ ■■■■■■■■■ ■■■■■■ ■■■■■■■■ ■■■■■■■ ■■■■■■■■■■ ■■■■■■ ■■■■■■■■ ■■■■■■■ ■■■■■■■■ ■■■■■ ■■■■■■■■■ ■■■■■■■ ■■■■■■ ■■■■■■■■■ ■■■■■■ ■■■■■■■■ ■■■■■■■ ■■■■■■■■■ ■■■■■■ ■■■■■■■■■ ■■■■■■■ ■■■■■ ■■■■■■■■■ ■■■■■■■ ■■■■■■■■ ■■■■■■■ ■■■■■■■■■■ ■■■■■ ■■■■■■■■■ ■■■■■■■ ■■■■■■ ■■■■■■■■■ ■■■■■■■ ■■■■■■■■■ [495,451,706,560]
filler-text: ■■■■■■■■ ■■■■ ■■ ■■■■■■■ ■■■■■■■ ■■■■■ ■■■■■ ■■■■■■■■ ■■■■■■■■ ■■■■■■■■■■ ■■■■■ ■■■■■■■■■ ■■ ■■■■■ ■■■ ■■■■■■ ■■■■■■■ ■■■■■■■■■ ■■■■■■■■ ■■■■■■ ■■■■■■■ ■■■■ ■■■■■■■ ■■■■■■■■ ■■■■■ ■■■■■■■ ■■■■■ ■■■■■■■■■ ■■■■■■■ ■■■■■■ ■■■■■■ ■■■■■■ ■■■■■■■■ ■■■■■ ■■■■■■■■ ■■■■■■ ■■■■■■ ■■■■■■■ ■■■■■■■ ■■■■■■■■■ ■■■■■■ ■■■■■■■ ■■■■■ ■■■■ ■■■■■■■■ ■■■■■■ ■■■■■■ ■■■■■■■■■ ■■■■■ ■■■■■■ ■■■■ ■■■■■■■ ■■■■■ ■■■■■■■■ ■■■■■■ ■■■■ ■■■■■■■■■■ [50,810,261,930]
poem-title: THE TWO SOWERS. [327,349,428,361]
story-teller-header: THE STORY TELLER [274,294,481,344]
divider [59,582,251,583]
divider [1173,837,1365,838]
filler-text: ■■■■■■■ ■■■■■■■■■ ■■■■■■ ■■■■■■■■ ■■■■■■■ ■■■■■■■■■ ■■■■■ ■■■■■■■■■■ ■■■■■■■ ■■■■■■■■ ■■■■■■ ■■■■■■■■■ ■■■■■■■ ■■■■■■■ ■■■■■■■■■ ■■■■■■ ■■■■■■■■ ■■■■■■■ ■■■■■■■■■■ ■■■■■■ ■■■■■■■■ ■■■■■■■ ■■■■■■■■■ ■■■■■ ■■■■■■■■■ ■■■■■■■ ■■■■■■■■ ■■■■■■ ■■■■■■■■■■ ■■■■■■■ ■■■■■■■ ■■■■■■■■■ ■■■■■■ ■■■■■■■■ [941,529,1152,616]
